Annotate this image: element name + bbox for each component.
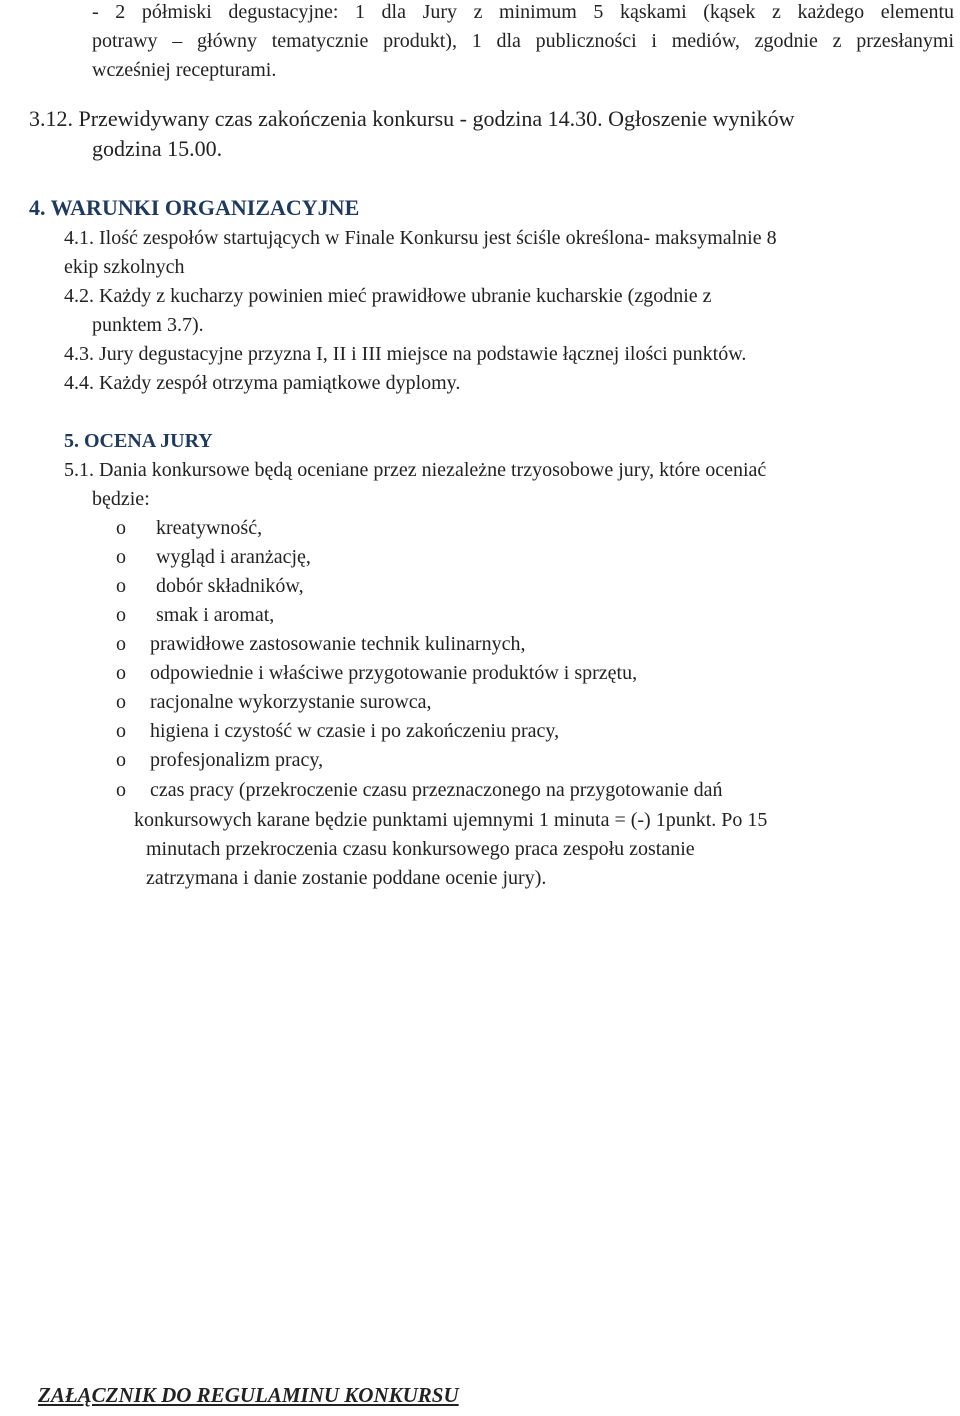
intro-line-3: wcześniej recepturami. [92,59,277,81]
bullet-mark: o [116,575,126,597]
item-3-12-line-2: godzina 15.00. [92,136,223,161]
item-4-2-line-1: 4.2. Każdy z kucharzy powinien mieć prawidłowe ubranie kucharskie (zgodnie z [64,285,712,307]
criteria-text: prawidłowe zastosowanie technik kulinarnych, [150,633,526,655]
item-4-1-line-1: 4.1. Ilość zespołów startujących w Finale Konkursu jest ściśle określona- maksymalnie 8 [64,227,777,249]
criteria-text: smak i aromat, [156,604,275,626]
criteria-text: odpowiednie i właściwe przygotowanie produktów i sprzętu, [150,662,638,684]
criteria-text: racjonalne wykorzystanie surowca, [150,691,432,713]
bullet-mark: o [116,604,126,626]
section-5-heading: 5. OCENA JURY [64,430,213,452]
criteria-text: czas pracy (przekroczenie czasu przeznaczonego na przygotowanie dań [150,779,723,801]
criteria-text: profesjonalizm pracy, [150,749,324,771]
criteria-text: wygląd i aranżację, [156,546,311,568]
bullet-mark: o [116,749,126,771]
bullet-mark: o [116,517,126,539]
criteria-continuation-line-2: minutach przekroczenia czasu konkursowego praca zespołu zostanie [146,838,695,860]
bullet-mark: o [116,691,126,713]
criteria-text: higiena i czystość w czasie i po zakończeniu pracy, [150,720,560,742]
criteria-continuation-line-3: zatrzymana i danie zostanie poddane ocenie jury). [146,867,547,889]
section-4-heading: 4. WARUNKI ORGANIZACYJNE [29,195,360,220]
bullet-mark: o [116,633,126,655]
bullet-mark: o [116,779,126,801]
item-5-1-line-2: będzie: [92,488,150,510]
criteria-continuation-line-1: konkursowych karane będzie punktami ujemnymi 1 minuta = (-) 1punkt. Po 15 [134,809,768,831]
criteria-text: kreatywność, [156,517,263,539]
bullet-mark: o [116,546,126,568]
intro-line-1: - 2 półmiski degustacyjne: 1 dla Jury z minimum 5 kąskami (kąsek z każdego elementu [92,1,954,23]
item-3-12-line-1: 3.12. Przewidywany czas zakończenia konkursu - godzina 14.30. Ogłoszenie wyników [29,106,795,131]
bullet-mark: o [116,720,126,742]
annex-title: ZAŁĄCZNIK DO REGULAMINU KONKURSU [38,1383,459,1407]
intro-line-2: potrawy – główny tematycznie produkt), 1 dla publiczności i mediów, zgodnie z przesłanymi [92,30,954,52]
item-5-1-line-1: 5.1. Dania konkursowe będą oceniane przez niezależne trzyosobowe jury, które oceniać [64,459,767,481]
item-4-1-line-2: ekip szkolnych [64,256,185,278]
criteria-text: dobór składników, [156,575,304,597]
item-4-4: 4.4. Każdy zespół otrzyma pamiątkowe dyplomy. [64,372,461,394]
item-4-2-line-2: punktem 3.7). [92,314,204,336]
item-4-3: 4.3. Jury degustacyjne przyzna I, II i III miejsce na podstawie łącznej ilości punktów. [64,343,747,365]
bullet-mark: o [116,662,126,684]
